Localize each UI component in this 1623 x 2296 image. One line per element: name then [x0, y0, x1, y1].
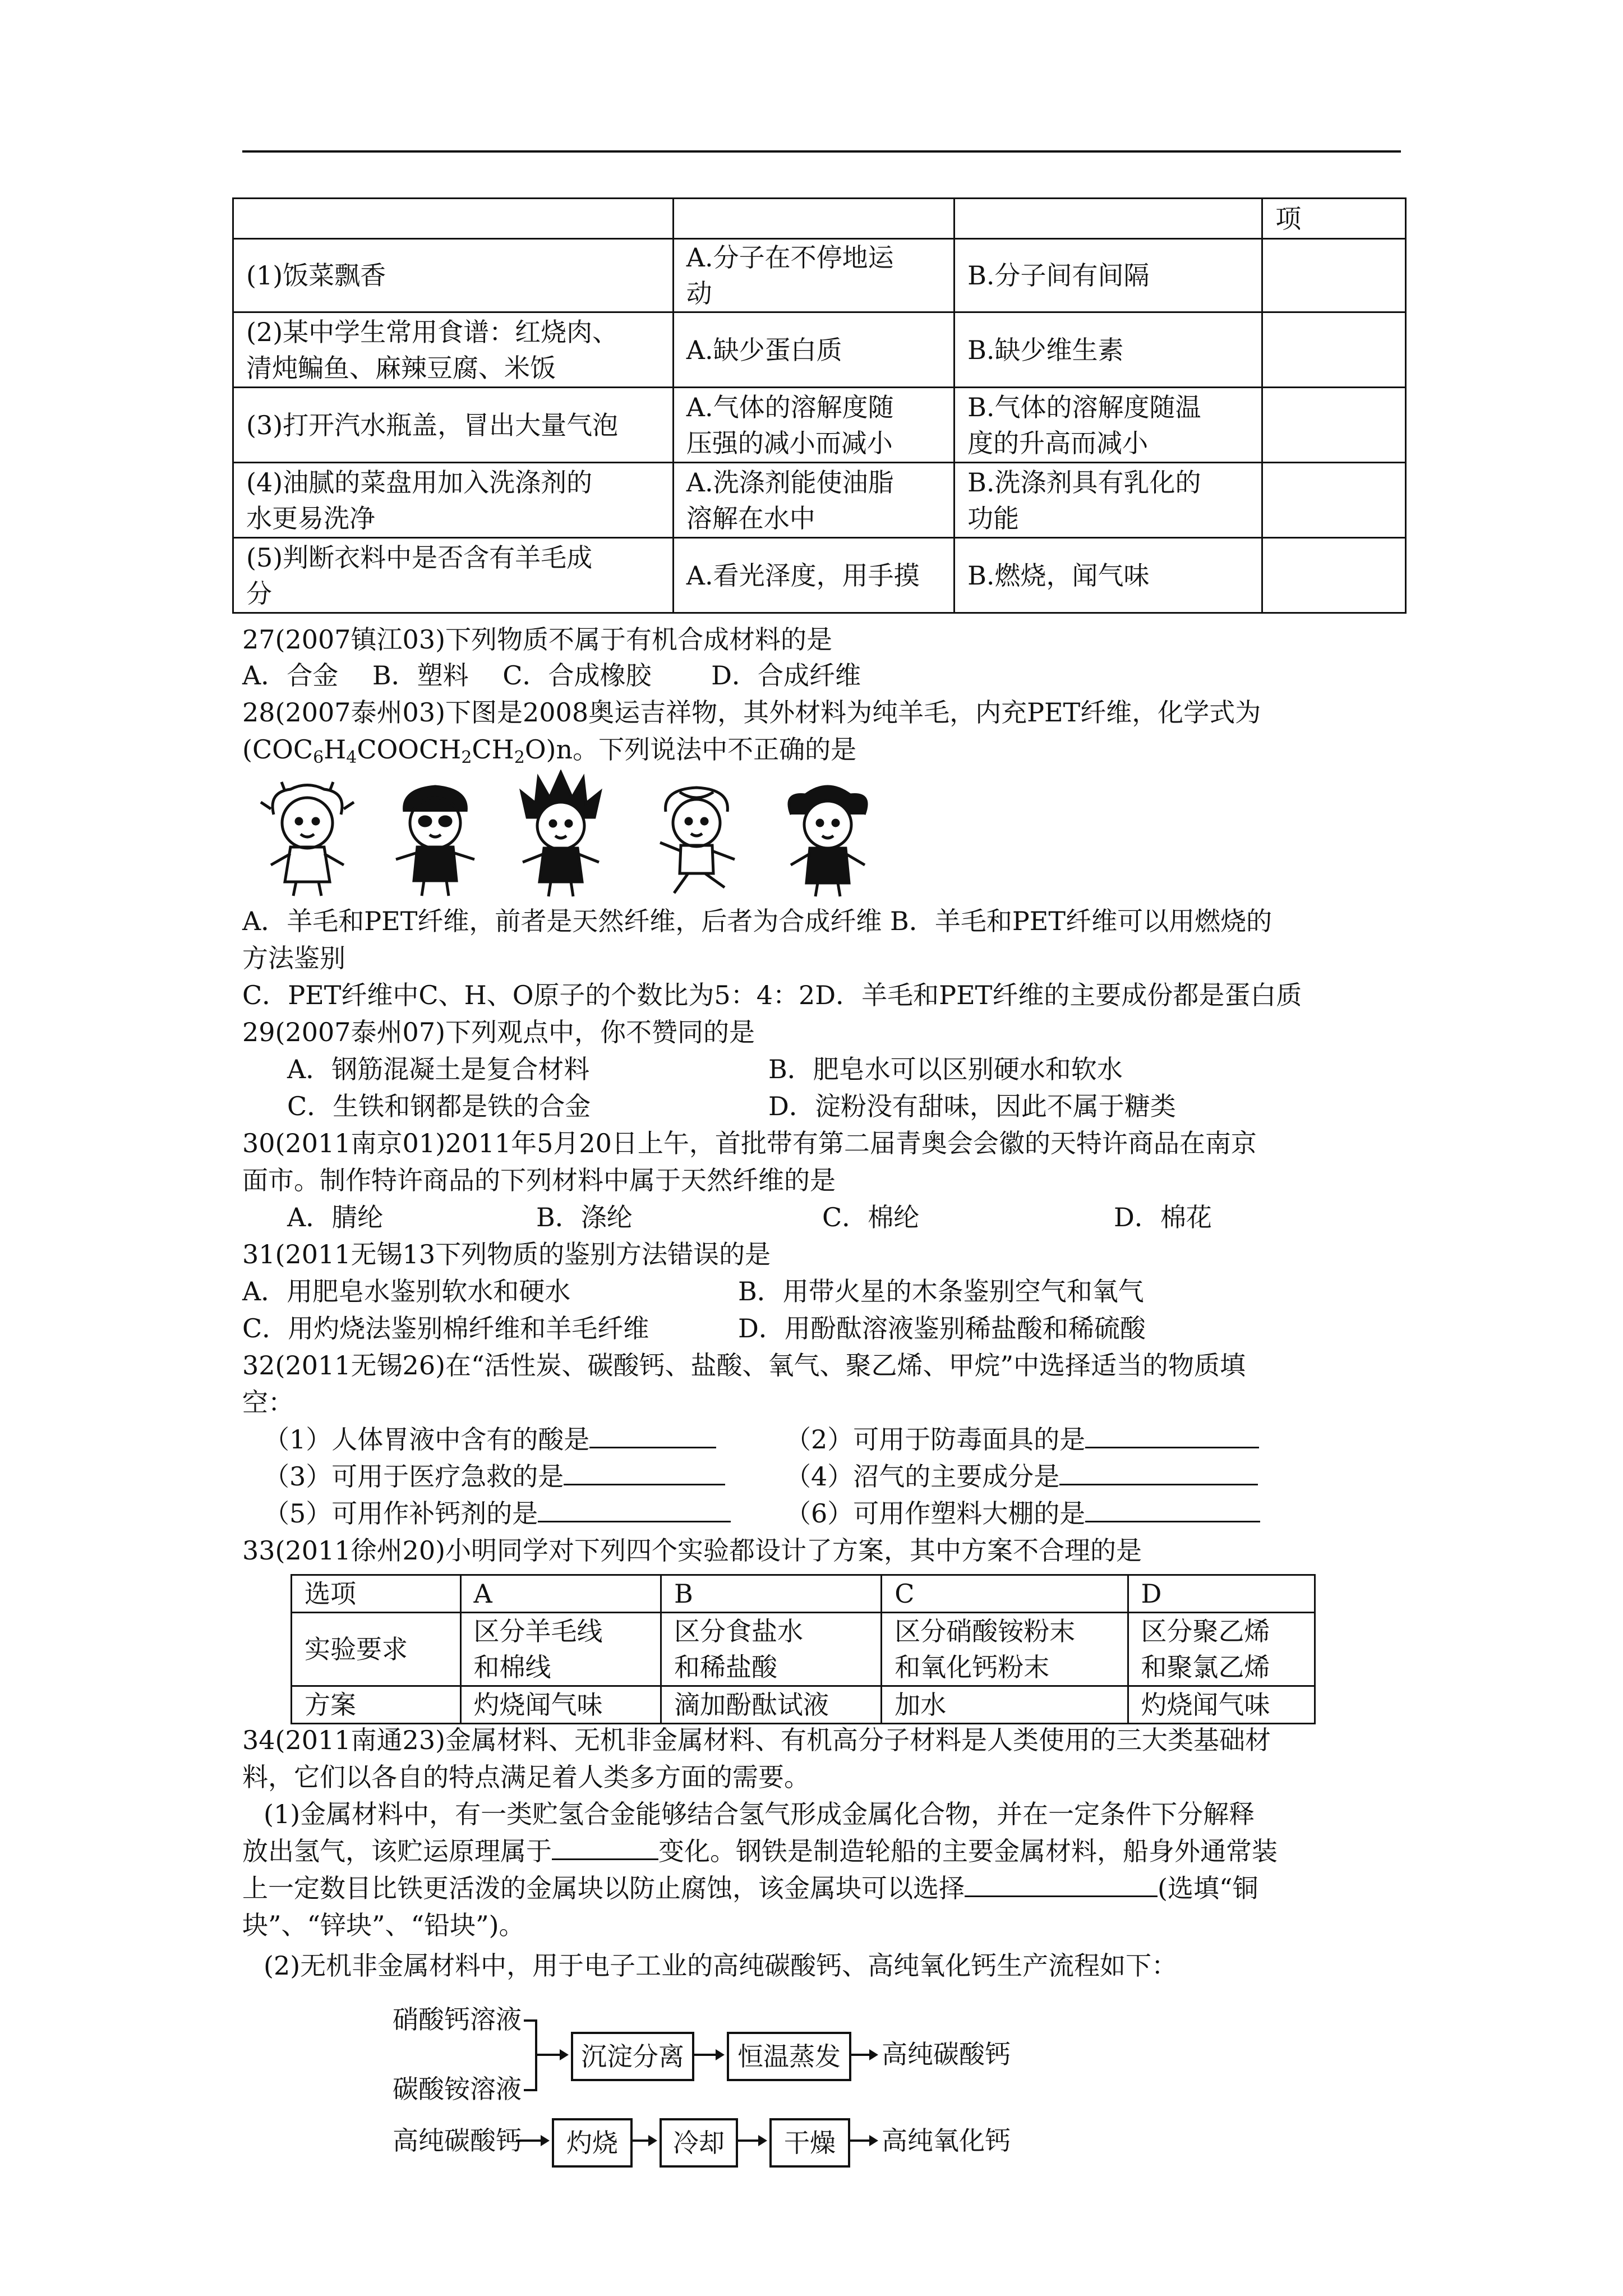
q31-option-a: A．用肥皂水鉴别软水和硬水 — [242, 1276, 571, 1306]
mascot-figure-3 — [505, 770, 617, 899]
header-cell: A — [460, 1575, 661, 1613]
table-row — [292, 1613, 1315, 1686]
flow-step-calcination: 灼烧 — [552, 2118, 633, 2168]
arrow-icon — [536, 2047, 570, 2062]
q30-stem-cont: 面市。制作特许商品的下列材料中属于天然纤维的是 — [242, 1165, 836, 1195]
q34-stem-cont: 料，它们以各自的特点满足着人类多方面的需要。 — [242, 1762, 810, 1792]
option-b-cell: B.缺少维生素 — [955, 312, 1262, 388]
table-header-row — [233, 199, 1406, 239]
header-cell: B — [661, 1575, 881, 1613]
table-cell: 滴加酚酞试液 — [661, 1686, 881, 1724]
table-row — [233, 463, 1406, 538]
table-cell: 区分羊毛线 和棉线 — [460, 1613, 661, 1686]
q31-option-d: D．用酚酞溶液鉴别稀盐酸和稀硫酸 — [738, 1313, 1146, 1343]
question-26-table — [232, 197, 1407, 614]
arrow-icon — [848, 2133, 879, 2148]
q32-stem-cont: 空： — [242, 1387, 294, 1418]
header-cell — [233, 199, 674, 239]
header-cell — [955, 199, 1262, 239]
q31-option-c: C．用灼烧法鉴别棉纤维和羊毛纤维 — [242, 1313, 649, 1343]
flow-step-evaporation: 恒温蒸发 — [727, 2032, 851, 2081]
answer-blank[interactable] — [564, 1459, 725, 1485]
answer-cell[interactable] — [1262, 538, 1406, 613]
table-cell: 灼烧闻气味 — [1128, 1686, 1315, 1724]
question-cell: (3)打开汽水瓶盖，冒出大量气泡 — [233, 388, 674, 463]
row-label: 方案 — [292, 1686, 461, 1724]
option-a-cell: A.洗涤剂能使油脂 溶解在水中 — [673, 463, 954, 538]
q27-options: A．合金 B．塑料 C．合成橡胶 D．合成纤维 — [242, 660, 861, 691]
answer-blank[interactable] — [538, 1496, 731, 1522]
q29-option-b: B．肥皂水可以区别硬水和软水 — [768, 1054, 1123, 1084]
flow-step-cooling: 冷却 — [660, 2118, 738, 2168]
answer-blank[interactable] — [1085, 1422, 1259, 1448]
flow-step-separation: 沉淀分离 — [571, 2032, 694, 2081]
answer-cell[interactable] — [1262, 239, 1406, 312]
q34-part1-line4: 块”、“锌块”、“铅块”)。 — [242, 1910, 525, 1940]
q32-item-5: （5）可用作补钙剂的是 — [264, 1496, 731, 1531]
q30-option-c: C．棉纶 — [822, 1202, 920, 1232]
row-label: 实验要求 — [292, 1613, 461, 1686]
arrow-icon — [692, 2047, 726, 2062]
q32-item-6: （6）可用作塑料大棚的是 — [785, 1496, 1260, 1531]
q32-item-3: （3）可用于医疗急救的是 — [264, 1458, 725, 1494]
q32-stem: 32(2011无锡26)在“活性炭、碳酸钙、盐酸、氧气、聚乙烯、甲烷”中选择适当的物质填 — [242, 1350, 1246, 1381]
q32-item-1: （1）人体胃液中含有的酸是 — [264, 1421, 716, 1457]
option-a-cell: A.气体的溶解度随 压强的减小而减小 — [673, 388, 954, 463]
connector-line — [524, 2089, 536, 2091]
table-cell: 加水 — [882, 1686, 1128, 1724]
q28-option-a-b: A．羊毛和PET纤维，前者是天然纤维，后者为合成纤维 B．羊毛和PET纤维可以用燃烧的 — [242, 906, 1272, 936]
q29-option-c: C．生铁和钢都是铁的合金 — [287, 1091, 591, 1121]
answer-cell[interactable] — [1262, 463, 1406, 538]
mascot-figure-4 — [640, 781, 753, 899]
option-b-cell: B.分子间有间隔 — [955, 239, 1262, 312]
option-b-cell: B.燃烧，闻气味 — [955, 538, 1262, 613]
q32-item-2: （2）可用于防毒面具的是 — [785, 1421, 1259, 1457]
q30-stem: 30(2011南京01)2011年5月20日上午，首批带有第二届青奥会会徽的天特许商品在南京 — [242, 1128, 1257, 1158]
option-b-cell: B.洗涤剂具有乳化的 功能 — [955, 463, 1262, 538]
answer-blank[interactable] — [589, 1422, 716, 1448]
header-rule — [242, 150, 1401, 153]
table-row — [233, 388, 1406, 463]
table-row — [233, 239, 1406, 312]
flow-output-2: 高纯氧化钙 — [882, 2125, 1011, 2156]
answer-blank[interactable] — [1059, 1459, 1258, 1485]
mascot-figure-2 — [379, 781, 491, 899]
arrow-icon — [736, 2133, 768, 2148]
q28-formula: $(COC_6H_4COOCH_2CH_2O)n$。下列说法中不正确的是 — [242, 734, 857, 767]
q28-stem: 28(2007泰州03)下图是2008奥运吉祥物，其外材料为纯羊毛，内充PET纤维，化学式为 — [242, 697, 1261, 728]
header-cell: D — [1128, 1575, 1315, 1613]
header-cell: C — [882, 1575, 1128, 1613]
table-cell: 灼烧闻气味 — [460, 1686, 661, 1724]
table-cell: 区分聚乙烯 和聚氯乙烯 — [1128, 1613, 1315, 1686]
q34-part1-line3: 上一定数目比铁更活泼的金属块以防止腐蚀，该金属块可以选择 (选填“铜 — [242, 1870, 1258, 1906]
header-cell: 选项 — [292, 1575, 461, 1613]
arrow-icon — [630, 2133, 658, 2148]
option-b-cell: B.气体的溶解度随温 度的升高而减小 — [955, 388, 1262, 463]
q29-option-d: D．淀粉没有甜味，因此不属于糖类 — [768, 1091, 1176, 1121]
flow-input-2: 碳酸铵溶液 — [393, 2074, 522, 2104]
table-row — [233, 538, 1406, 613]
connector-line — [524, 2019, 536, 2022]
q28-option-a-b-cont: 方法鉴别 — [242, 943, 345, 973]
question-cell: (2)某中学生常用食谱：红烧肉、 清炖鳊鱼、麻辣豆腐、米饭 — [233, 312, 674, 388]
arrow-icon — [849, 2047, 879, 2062]
q32-item-4: （4）沼气的主要成分是 — [785, 1458, 1258, 1494]
option-a-cell: A.缺少蛋白质 — [673, 312, 954, 388]
answer-cell[interactable] — [1262, 312, 1406, 388]
option-a-cell: A.看光泽度，用手摸 — [673, 538, 954, 613]
mascot-figure-1 — [251, 781, 363, 899]
q34-part1: (1)金属材料中，有一类贮氢合金能够结合氢气形成金属化合物，并在一定条件下分解释 — [264, 1799, 1255, 1829]
q31-option-b: B．用带火星的木条鉴别空气和氧气 — [738, 1276, 1144, 1306]
q30-option-d: D．棉花 — [1114, 1202, 1212, 1232]
q30-option-b: B．涤纶 — [536, 1202, 633, 1232]
question-cell: (5)判断衣料中是否含有羊毛成 分 — [233, 538, 674, 613]
answer-blank[interactable] — [552, 1834, 658, 1860]
q33-table — [291, 1574, 1316, 1724]
flow-start-2: 高纯碳酸钙 — [393, 2125, 522, 2156]
answer-blank[interactable] — [965, 1871, 1158, 1897]
flow-output-1: 高纯碳酸钙 — [882, 2039, 1011, 2069]
q31-stem: 31(2011无锡13下列物质的鉴别方法错误的是 — [242, 1239, 771, 1269]
header-cell — [673, 199, 954, 239]
header-cell: 项 — [1262, 199, 1406, 239]
question-cell: (4)油腻的菜盘用加入洗涤剂的 水更易洗净 — [233, 463, 674, 538]
q29-option-a: A．钢筋混凝土是复合材料 — [287, 1054, 590, 1084]
q33-stem: 33(2011徐州20)小明同学对下列四个实验都设计了方案，其中方案不合理的是 — [242, 1535, 1142, 1566]
q28-option-c-d: C．PET纤维中C、H、O原子的个数比为5：4：2D．羊毛和PET纤维的主要成份都是蛋白质 — [242, 980, 1302, 1010]
answer-blank[interactable] — [1085, 1496, 1260, 1522]
q34-stem: 34(2011南通23)金属材料、无机非金属材料、有机高分子材料是人类使用的三大类基础材 — [242, 1725, 1271, 1755]
option-a-cell: A.分子在不停地运 动 — [673, 239, 954, 312]
mascot-figure-5 — [772, 781, 884, 899]
flow-input-1: 硝酸钙溶液 — [393, 2004, 522, 2035]
table-row — [292, 1686, 1315, 1724]
answer-cell[interactable] — [1262, 388, 1406, 463]
table-row — [233, 312, 1406, 388]
question-cell: (1)饭菜飘香 — [233, 239, 674, 312]
table-header-row — [292, 1575, 1315, 1613]
table-cell: 区分硝酸铵粉末 和氧化钙粉末 — [882, 1613, 1128, 1686]
table-cell: 区分食盐水 和稀盐酸 — [661, 1613, 881, 1686]
q29-stem: 29(2007泰州07)下列观点中，你不赞同的是 — [242, 1017, 755, 1047]
arrow-icon — [516, 2133, 551, 2148]
q30-option-a: A．腈纶 — [287, 1202, 384, 1232]
q27-stem: 27(2007镇江03)下列物质不属于有机合成材料的是 — [242, 624, 833, 655]
flow-step-drying: 干燥 — [769, 2118, 850, 2168]
q34-part1-line2: 放出氢气，该贮运原理属于 变化。钢铁是制造轮船的主要金属材料，船身外通常装 — [242, 1833, 1278, 1869]
q34-part2: (2)无机非金属材料中，用于电子工业的高纯碳酸钙、高纯氧化钙生产流程如下： — [264, 1950, 1178, 1981]
